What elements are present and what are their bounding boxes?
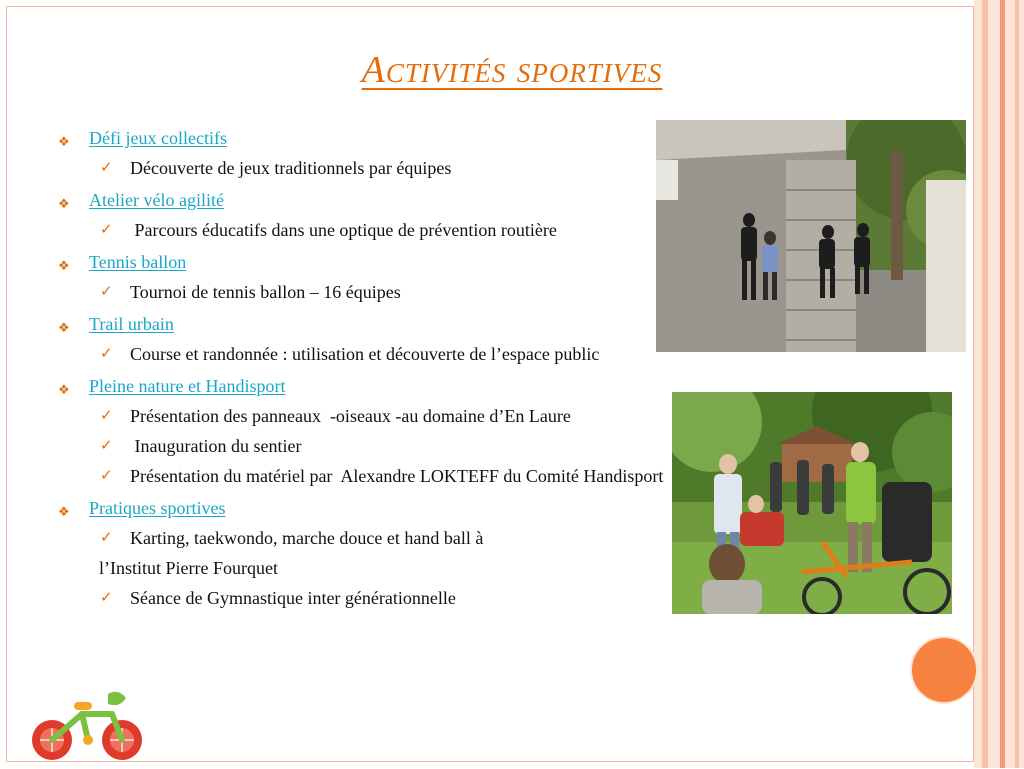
vegetable-bicycle-icon: [26, 684, 150, 769]
list-item: [58, 342, 698, 366]
list-item: [58, 218, 698, 242]
list-item-text: Inauguration du sentier: [130, 436, 302, 456]
list-item-continuation: [58, 556, 698, 580]
section-link[interactable]: Tennis ballon: [89, 252, 187, 272]
checkmark-icon: ✓: [100, 408, 113, 424]
list-item-text: Tournoi de tennis ballon – 16 équipes: [130, 282, 401, 302]
diamond-bullet-icon: ❖: [58, 196, 70, 211]
section-link[interactable]: Atelier vélo agilité: [89, 190, 224, 210]
checkmark-icon: ✓: [100, 222, 113, 238]
list-item-text: Parcours éducatifs dans une optique de prévention routière: [130, 220, 557, 240]
list-item: [58, 586, 698, 610]
section-heading: [58, 188, 698, 212]
section-link[interactable]: Défi jeux collectifs: [89, 128, 227, 148]
list-item: [58, 526, 698, 550]
list-item-text: Présentation des panneaux -oiseaux -au domaine d’En Laure: [130, 406, 571, 426]
list-item-text: Présentation du matériel par Alexandre LOKTEFF du Comité Handisport: [130, 466, 664, 486]
list-item-text: Course et randonnée : utilisation et découverte de l’espace public: [130, 344, 600, 364]
list-item: [58, 156, 698, 180]
list-item: [58, 464, 670, 488]
decorative-circle: [912, 638, 976, 702]
section-link[interactable]: Pleine nature et Handisport: [89, 376, 286, 396]
section-heading: [58, 496, 698, 520]
diamond-bullet-icon: ❖: [58, 258, 70, 273]
checkmark-icon: ✓: [100, 160, 113, 176]
diamond-bullet-icon: ❖: [58, 504, 70, 519]
section-link[interactable]: Trail urbain: [89, 314, 174, 334]
checkmark-icon: ✓: [100, 346, 113, 362]
list-item: [58, 280, 698, 304]
list-item-text: Karting, taekwondo, marche douce et hand ball à: [130, 528, 484, 548]
section-heading: [58, 126, 698, 150]
list-item-text: Séance de Gymnastique inter générationnelle: [130, 588, 456, 608]
list-item: [58, 404, 698, 428]
section-heading: [58, 312, 698, 336]
checkmark-icon: ✓: [100, 284, 113, 300]
decorative-stripes: [974, 0, 1024, 768]
section-heading: [58, 374, 698, 398]
checkmark-icon: ✓: [100, 438, 113, 454]
diamond-bullet-icon: ❖: [58, 134, 70, 149]
checkmark-icon: ✓: [100, 530, 113, 546]
checkmark-icon: ✓: [100, 468, 113, 484]
diamond-bullet-icon: ❖: [58, 320, 70, 335]
diamond-bullet-icon: ❖: [58, 382, 70, 397]
list-item: [58, 434, 698, 458]
photo-handisport: [672, 392, 952, 614]
checkmark-icon: ✓: [100, 590, 113, 606]
slide-title: Activités sportives: [361, 49, 663, 91]
activity-list: [58, 126, 698, 610]
list-item-text: Découverte de jeux traditionnels par équipes: [130, 158, 452, 178]
section-heading: [58, 250, 698, 274]
list-item-text: l’Institut Pierre Fourquet: [99, 558, 278, 578]
photo-trail-runners: [656, 120, 966, 352]
section-link[interactable]: Pratiques sportives: [89, 498, 226, 518]
